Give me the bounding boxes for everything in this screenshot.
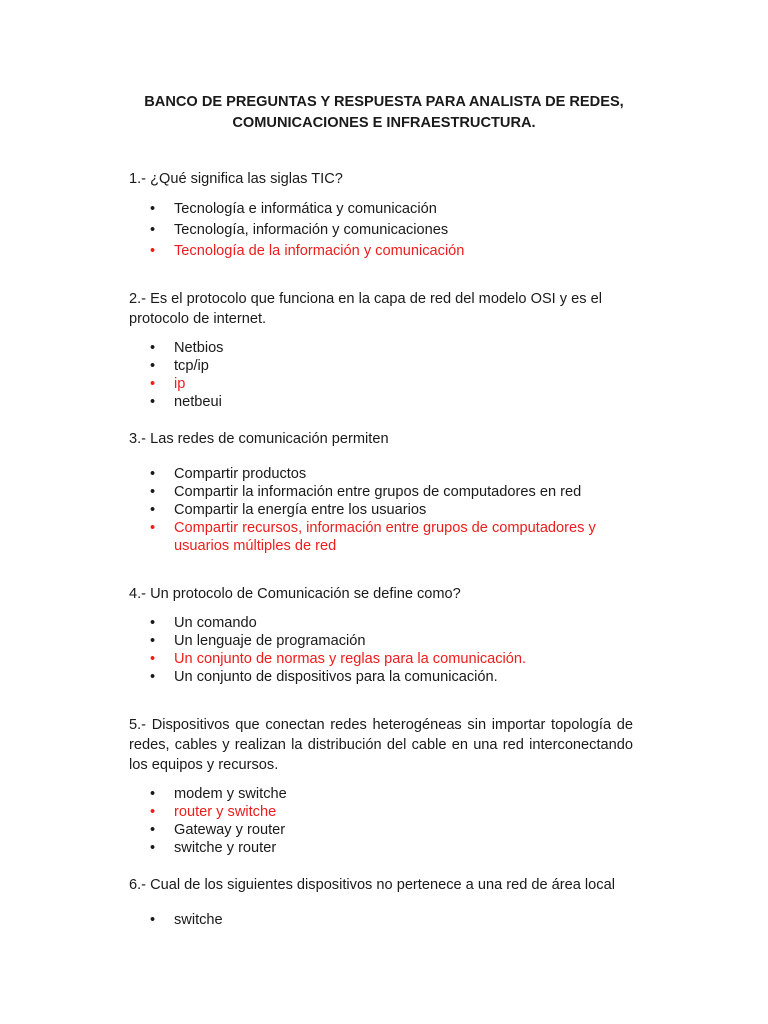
question-6-option-1: • switche: [129, 911, 633, 929]
question-4-text: 4.- Un protocolo de Comunicación se define como?: [129, 586, 461, 602]
question-6-options: [129, 911, 633, 929]
question-1-option-3-correct: • Tecnología de la información y comunicación: [129, 241, 633, 262]
question-2-option-2: • tcp/ip: [129, 357, 633, 375]
question-2-option-3-correct: • ip: [129, 375, 633, 393]
question-2-option-4: • netbeui: [129, 393, 633, 411]
question-4-option-3-correct: • Un conjunto de normas y reglas para la comunicación.: [129, 650, 633, 668]
question-3-option-1: • Compartir productos: [129, 465, 633, 483]
question-5-option-2-correct: • router y switche: [129, 803, 633, 821]
question-3-option-2: • Compartir la información entre grupos de computadores en red: [129, 483, 633, 501]
question-2-option-1: • Netbios: [129, 339, 633, 357]
question-1-options: [129, 199, 633, 262]
question-3-options: [129, 465, 633, 555]
question-2-text: 2.- Es el protocolo que funciona en la capa de red del modelo OSI y es el protocolo de internet.: [129, 291, 602, 327]
question-3-option-3: • Compartir la energía entre los usuarios: [129, 501, 633, 519]
question-4-option-1: • Un comando: [129, 614, 633, 632]
question-6-text: 6.- Cual de los siguientes dispositivos no pertenece a una red de área local: [129, 877, 615, 893]
question-2-options: [129, 339, 633, 411]
question-1-option-1: • Tecnología e informática y comunicación: [129, 199, 633, 220]
question-5-options: [129, 785, 633, 857]
question-5-text: 5.- Dispositivos que conectan redes heterogéneas sin importar topología de redes, cables y realizan la distribución del cable en una red interconectando los equipos y recursos.: [129, 717, 633, 773]
question-5-option-4: • switche y router: [129, 839, 633, 857]
title-line-2: COMUNICACIONES E INFRAESTRUCTURA.: [232, 115, 536, 131]
question-4-options: [129, 614, 633, 686]
question-3-option-4-correct: • Compartir recursos, información entre grupos de computadores y usuarios múltiples de red: [129, 519, 633, 555]
question-5-option-3: • Gateway y router: [129, 821, 633, 839]
title-line-1: BANCO DE PREGUNTAS Y RESPUESTA PARA ANALISTA DE REDES,: [144, 94, 624, 110]
question-1-option-2: • Tecnología, información y comunicaciones: [129, 220, 633, 241]
question-1-text: 1.- ¿Qué significa las siglas TIC?: [129, 171, 343, 187]
question-4-option-2: • Un lenguaje de programación: [129, 632, 633, 650]
question-4-option-4: • Un conjunto de dispositivos para la comunicación.: [129, 668, 633, 686]
question-5-option-1: • modem y switche: [129, 785, 633, 803]
document-title: [0, 92, 768, 134]
question-3-text: 3.- Las redes de comunicación permiten: [129, 431, 389, 447]
